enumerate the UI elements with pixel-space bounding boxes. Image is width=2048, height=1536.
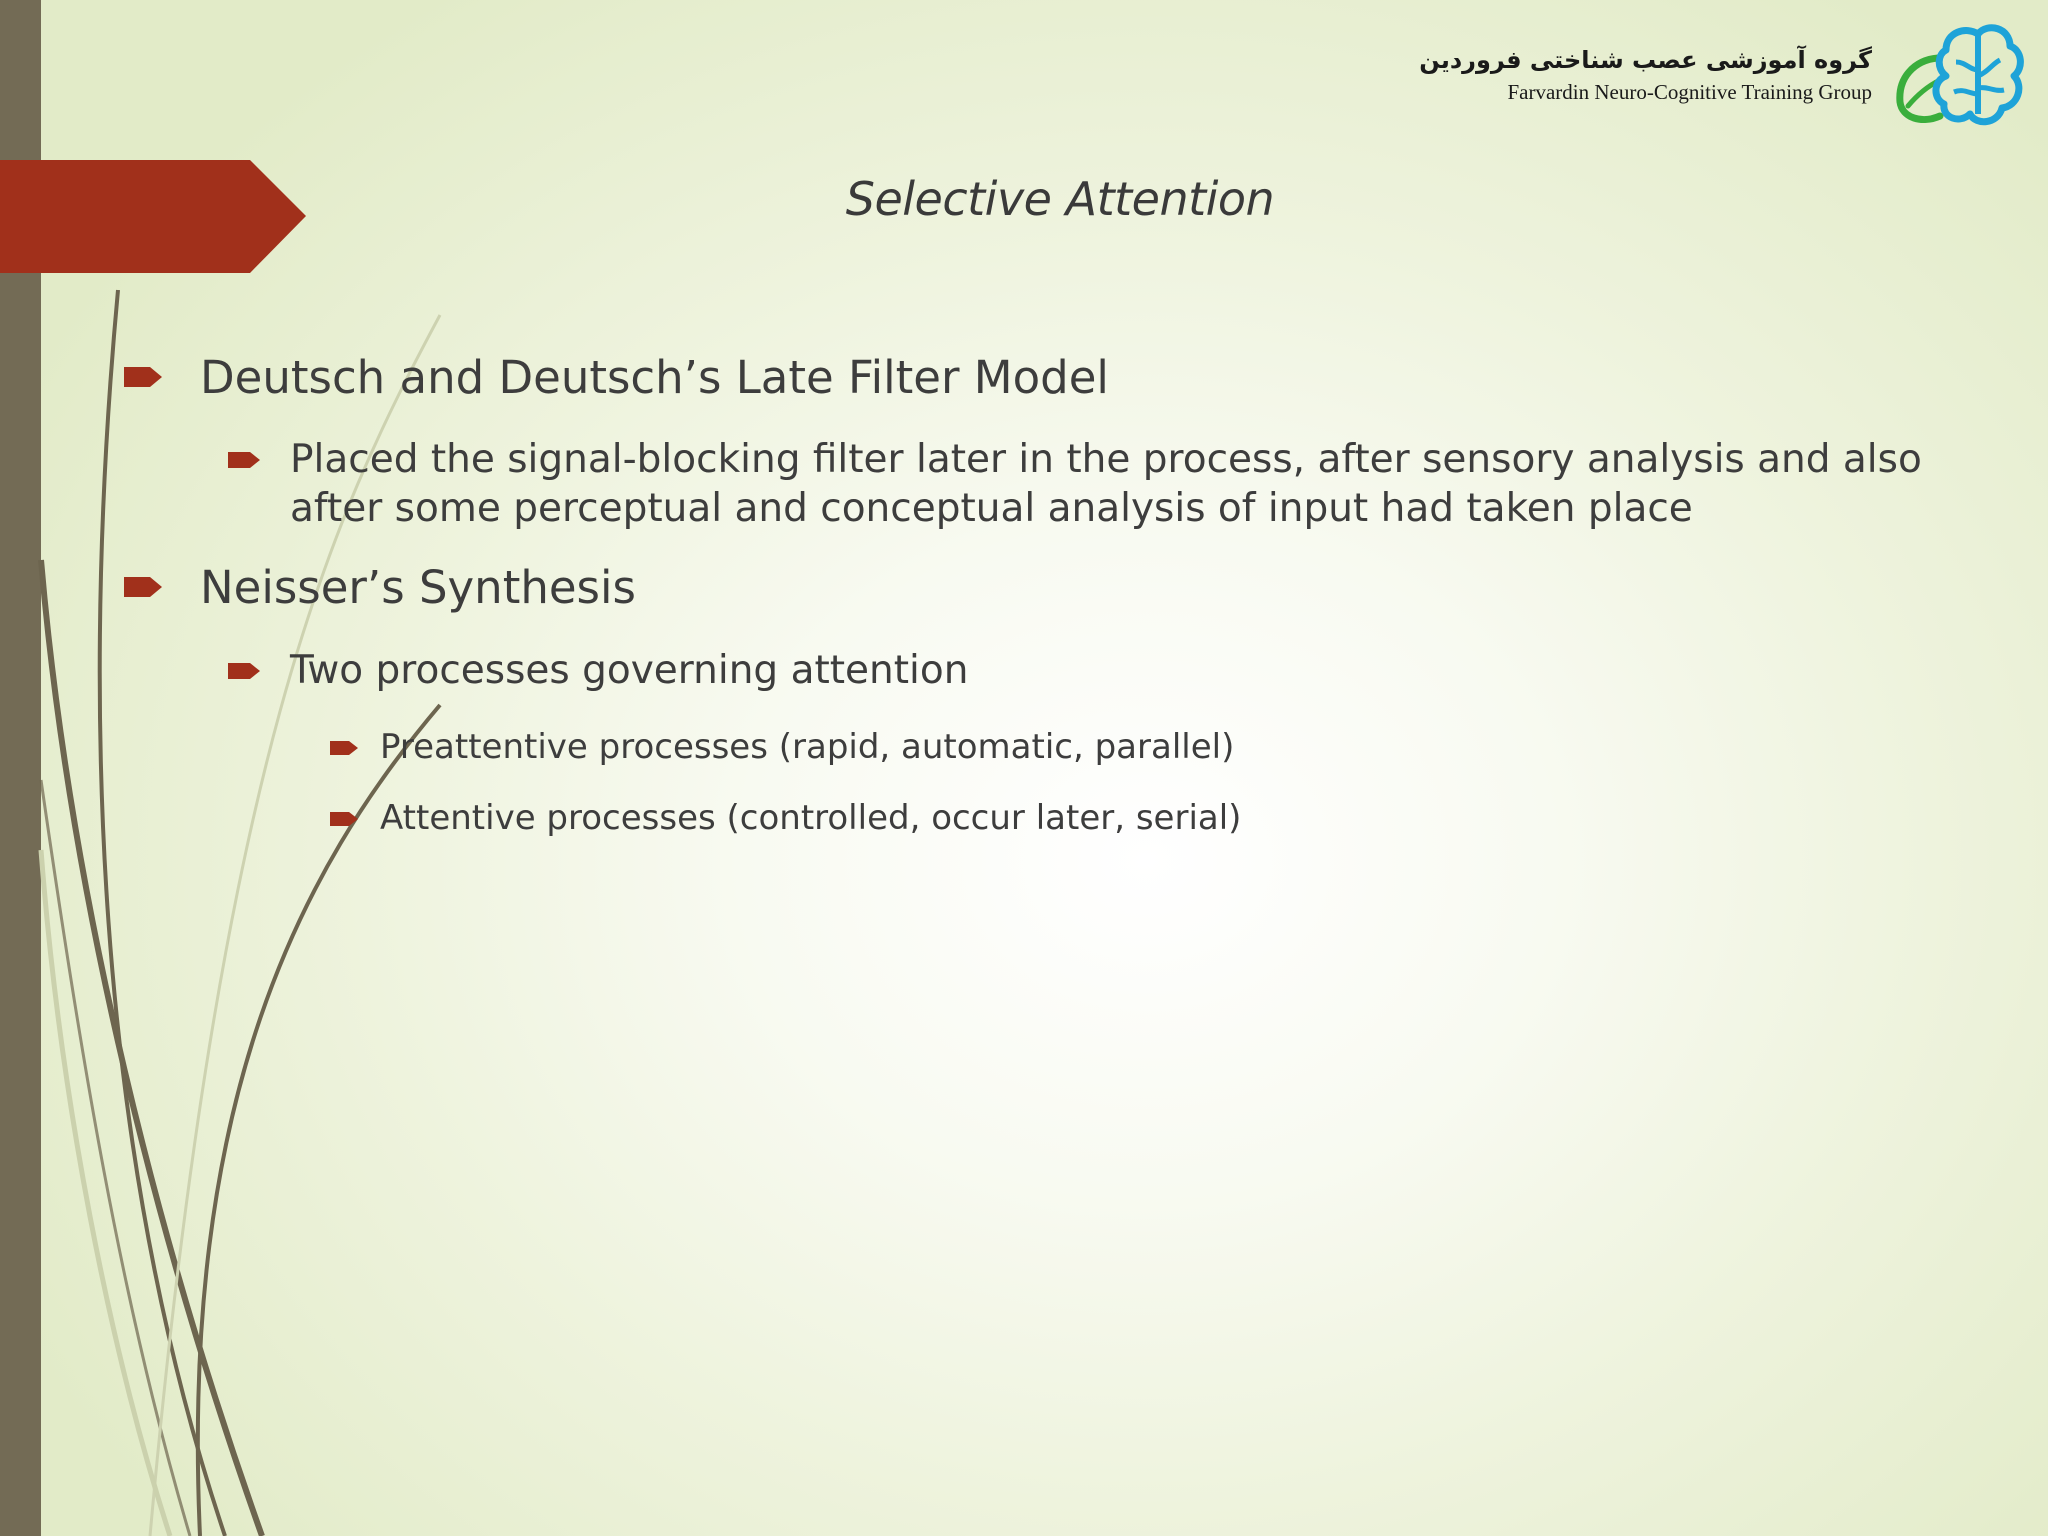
bullet-text: Two processes governing attention (290, 648, 969, 693)
logo-name-persian: گروه آموزشی عصب شناختی فروردین (1419, 46, 1872, 74)
bullet-item (228, 646, 1988, 695)
logo-text (1419, 43, 1872, 107)
bullet-text: Attentive processes (controlled, occur later, serial) (380, 798, 1242, 838)
slide-title: Selective Attention (845, 172, 1275, 226)
arrow-bullet-icon (124, 365, 164, 389)
arrow-bullet-icon (330, 739, 360, 757)
bullet-text: Deutsch and Deutsch’s Late Filter Model (200, 351, 1109, 404)
brain-leaf-icon (1894, 20, 2024, 130)
arrow-bullet-icon (124, 575, 164, 599)
bullet-text: Placed the signal-blocking filter later in the process, after sensory analysis and also after some perceptual and conceptual analysis of input had taken place (290, 437, 1922, 531)
bullet-item (124, 558, 636, 618)
arrow-bullet-icon (228, 450, 262, 470)
bullet-text: Preattentive processes (rapid, automatic, parallel) (380, 727, 1235, 767)
arrow-bullet-icon (330, 810, 360, 828)
organization-logo (1419, 20, 2024, 130)
bullet-text: Neisser’s Synthesis (200, 561, 636, 614)
title-arrow-shape (0, 160, 306, 273)
bullet-item (330, 796, 1241, 840)
arrow-bullet-icon (228, 661, 262, 681)
bullet-item (330, 725, 1234, 769)
bullet-item (124, 348, 1109, 408)
logo-name-english: Farvardin Neuro-Cognitive Training Group (1507, 80, 1872, 104)
bullet-item (228, 435, 1988, 533)
